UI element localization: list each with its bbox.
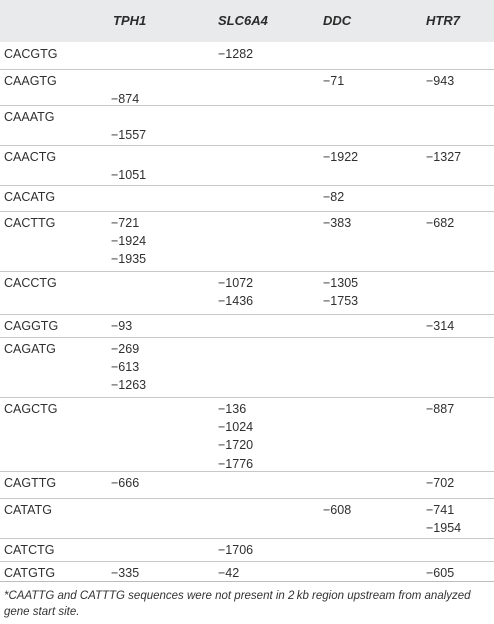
slc6a4-positions (218, 47, 253, 61)
position-value: −1024 (218, 420, 254, 435)
position-value: −82 (323, 190, 345, 204)
sequence-label: CACTTG (4, 216, 56, 230)
position-value: −605 (426, 566, 455, 580)
sequence-label: CAACTG (4, 150, 57, 164)
table-row (0, 538, 494, 562)
table-row (0, 42, 494, 70)
sequence-label: CACATG (4, 190, 56, 204)
slc6a4-positions (218, 543, 253, 557)
htr7-positions (426, 150, 461, 164)
table-row (0, 105, 494, 146)
position-value: −1436 (218, 294, 254, 309)
table-row (0, 471, 494, 499)
position-value: −887 (426, 402, 455, 416)
position-value: −721 (111, 216, 140, 230)
sequence-label: CACCTG (4, 276, 57, 290)
table-row (0, 211, 494, 272)
header-tph1: TPH1 (113, 13, 147, 28)
htr7-positions (426, 216, 454, 230)
sequence-label: CATGTG (4, 566, 56, 580)
position-value: −1753 (323, 294, 359, 309)
sequence-label: CATCTG (4, 543, 55, 557)
table-header (0, 0, 494, 42)
htr7-positions (426, 566, 454, 580)
htr7-positions (426, 476, 454, 490)
ddc-positions (323, 150, 358, 164)
position-value: −874 (111, 92, 140, 107)
position-value: −1935 (111, 252, 147, 267)
tph1-positions (111, 476, 139, 490)
table-row (0, 271, 494, 315)
position-value: −136 (218, 402, 247, 416)
position-value: −1706 (218, 543, 254, 557)
tph1-positions (111, 342, 146, 392)
table-row (0, 69, 494, 106)
sequence-label: CACGTG (4, 47, 58, 61)
ddc-positions (323, 503, 351, 517)
position-value: −1720 (218, 438, 254, 453)
tph1-positions (111, 150, 146, 182)
ddc-positions (323, 74, 344, 88)
slc6a4-positions (218, 566, 239, 580)
table-row (0, 314, 494, 338)
slc6a4-positions (218, 402, 253, 471)
sequence-label: CAGGTG (4, 319, 59, 333)
sequence-label: CAAGTG (4, 74, 57, 88)
position-value: −1263 (111, 378, 147, 393)
position-value: −93 (111, 319, 133, 333)
position-value: −1557 (111, 128, 147, 143)
ddc-positions (323, 276, 358, 308)
position-value (111, 150, 146, 164)
position-value: −1327 (426, 150, 462, 164)
table-row (0, 561, 494, 582)
header-slc6a4: SLC6A4 (218, 13, 268, 28)
sequence-label: CAAATG (4, 110, 55, 124)
position-value: −1282 (218, 47, 254, 61)
tph1-positions (111, 566, 139, 580)
table-row (0, 397, 494, 472)
htr7-positions (426, 74, 454, 88)
header-ddc: DDC (323, 13, 352, 28)
position-value: −1305 (323, 276, 359, 290)
position-value: −943 (426, 74, 455, 88)
position-value: −1051 (111, 168, 147, 183)
position-value: −1922 (323, 150, 359, 164)
position-value: −1954 (426, 521, 462, 536)
sequence-label: CAGCTG (4, 402, 58, 416)
position-value: −702 (426, 476, 455, 490)
position-value: −666 (111, 476, 140, 490)
position-value: −1776 (218, 456, 254, 471)
position-value: −1924 (111, 234, 147, 249)
position-value: −269 (111, 342, 140, 356)
position-value: −42 (218, 566, 240, 580)
tph1-positions (111, 319, 132, 333)
table-row (0, 337, 494, 398)
position-value: −682 (426, 216, 455, 230)
position-value: −71 (323, 74, 345, 88)
tph1-positions (111, 110, 146, 142)
position-value: −314 (426, 319, 455, 333)
table-row (0, 498, 494, 539)
position-value: −613 (111, 360, 140, 375)
tph1-positions (111, 74, 139, 106)
htr7-positions (426, 319, 454, 333)
position-value: −383 (323, 216, 352, 230)
table-row (0, 185, 494, 212)
table-row (0, 145, 494, 186)
sequence-label: CATATG (4, 503, 52, 517)
position-value: −1072 (218, 276, 254, 290)
position-value: −741 (426, 503, 455, 517)
sequence-label: CAGATG (4, 342, 56, 356)
header-htr7: HTR7 (426, 13, 460, 28)
htr7-positions (426, 402, 454, 416)
slc6a4-positions (218, 276, 253, 308)
ddc-positions (323, 190, 344, 204)
table-footnote: *CAATTG and CATTTG sequences were not present in 2 kb region upstream from analyzed gene start site. (4, 590, 471, 618)
sequence-label: CAGTTG (4, 476, 57, 490)
position-value (111, 110, 146, 124)
position-value: −335 (111, 566, 140, 580)
position-value: −608 (323, 503, 352, 517)
ddc-positions (323, 216, 351, 230)
tph1-positions (111, 216, 146, 266)
htr7-positions (426, 503, 461, 535)
position-value (111, 74, 139, 88)
